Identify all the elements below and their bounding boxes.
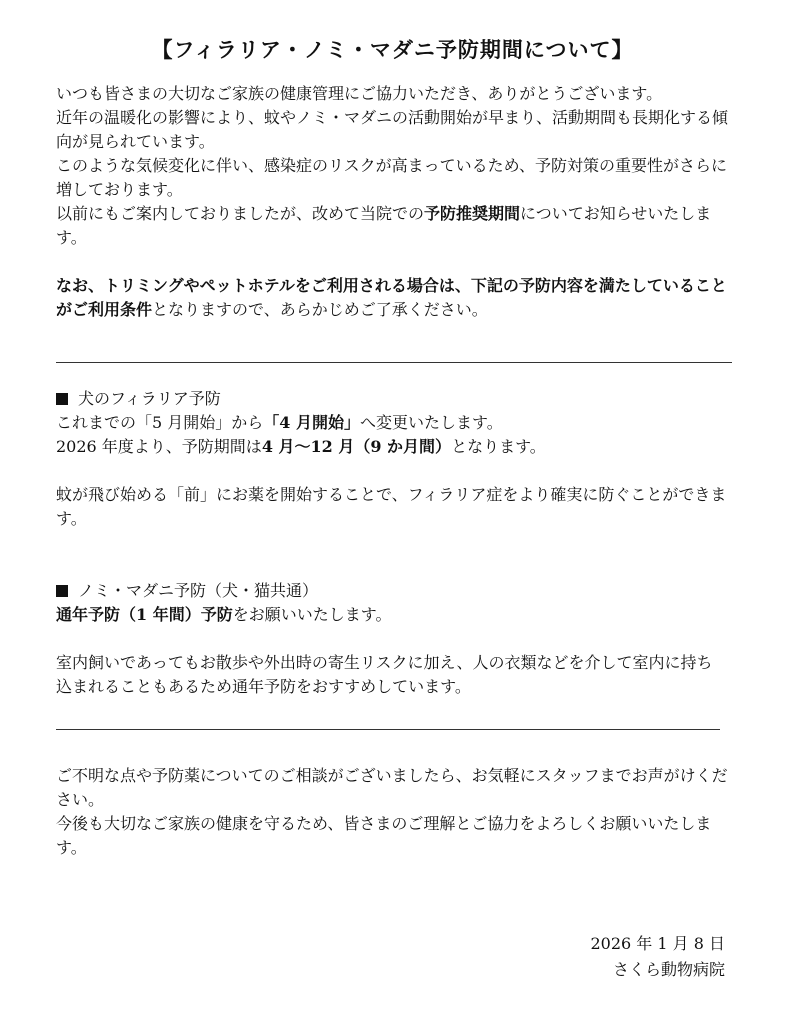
dog-line-2-text-c: となります。 [451, 437, 546, 456]
dog-section-heading [56, 387, 728, 411]
dog-start-change-line [56, 411, 728, 435]
prevention-period-emphasis: 4 月〜12 月（9 か月間） [261, 437, 452, 456]
dog-section-heading-text: 犬のフィラリア予防 [78, 389, 221, 408]
usage-condition-paragraph [56, 274, 728, 322]
flea-section-heading [56, 579, 728, 603]
flea-reason-paragraph: 室内飼いであってもお散歩や外出時の寄生リスクに加え、人の衣類などを介して室内に持ち込まれることもあるため通年予防をおすすめしています。 [56, 653, 713, 696]
clinic-name: さくら動物病院 [612, 960, 725, 979]
flea-section-heading-text: ノミ・マダニ予防（犬・猫共通） [78, 581, 319, 600]
intro-paragraph-2: 近年の温暖化の影響により、蚊やノミ・マダニの活動開始が早まり、活動期間も長期化する傾向が見られています。 [56, 108, 729, 151]
dog-line-2-text-a: 2026 年度より、予防期間は [56, 437, 262, 456]
dog-line-1-text-a: これまでの「5 月開始」から [56, 413, 264, 432]
closing-paragraph-2: 今後も大切なご家族の健康を守るため、皆さまのご理解とご協力をよろしくお願いいたします。 [56, 814, 712, 857]
closing-divider [56, 729, 720, 730]
usage-condition-emphasis: なお、トリミングやペットホテルをご利用される場合は、下記の予防内容を満たしていることがご利用条件 [56, 276, 727, 319]
dog-period-line [56, 435, 728, 459]
notice-date: 2026 年 1 月 8 日 [590, 934, 725, 953]
dog-reason-paragraph: 蚊が飛び始める「前」にお薬を開始することで、フィラリア症をより確実に防ぐことができます。 [56, 485, 727, 528]
april-start-emphasis: 「4 月開始」 [263, 413, 360, 432]
year-round-text: をお願いいたします。 [232, 605, 392, 624]
page-title: 【フィラリア・ノミ・マダニ予防期間について】 [151, 37, 634, 62]
year-round-prevention-line [56, 603, 728, 627]
intro-paragraph-3: このような気候変化に伴い、感染症のリスクが高まっているため、予防対策の重要性がさらに増しております。 [56, 156, 728, 199]
closing-paragraph-1: ご不明な点や予防薬についてのご相談がございましたら、お気軽にスタッフまでお声がけください。 [56, 766, 728, 809]
square-bullet-icon [56, 585, 68, 597]
usage-condition-text: となりますので、あらかじめご了承ください。 [152, 300, 488, 319]
intro-paragraph-4-text-c: についてお知らせいたします。 [56, 204, 712, 247]
year-round-emphasis: 通年予防（1 年間）予防 [56, 605, 233, 624]
section-divider [56, 362, 732, 363]
recommended-period-emphasis: 予防推奨期間 [424, 204, 521, 223]
intro-paragraph-1: いつも皆さまの大切なご家族の健康管理にご協力いただき、ありがとうございます。 [56, 84, 663, 103]
square-bullet-icon [56, 393, 68, 405]
dog-line-1-text-c: へ変更いたします。 [360, 413, 503, 432]
intro-paragraph-4 [56, 202, 728, 250]
intro-paragraph-4-text-a: 以前にもご案内しておりましたが、改めて当院での [56, 204, 425, 223]
